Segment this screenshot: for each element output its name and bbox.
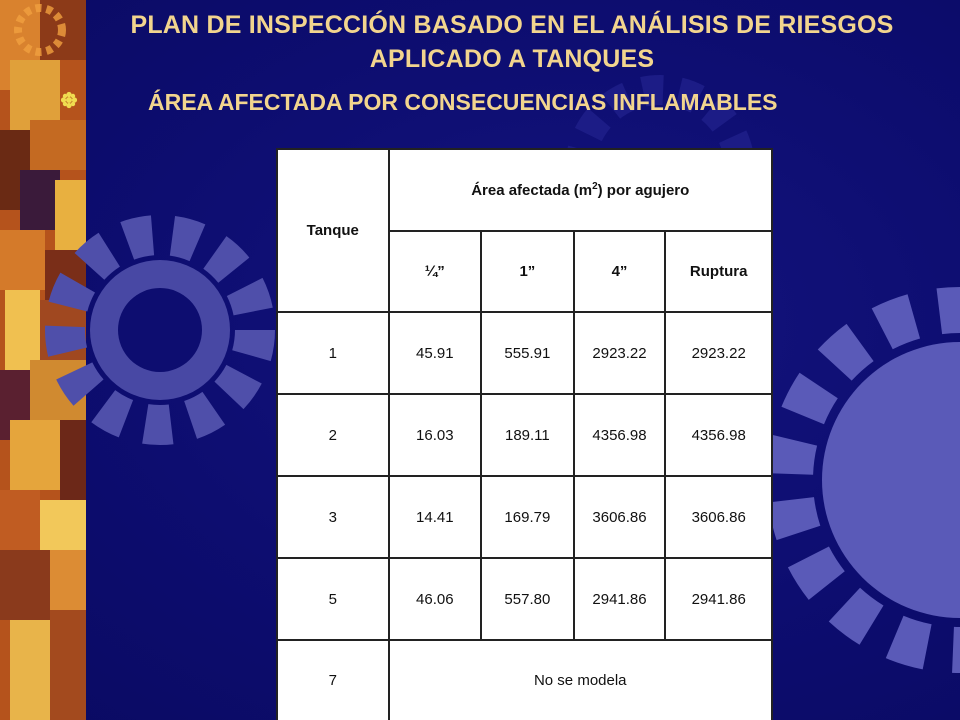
header-col-ruptura: Ruptura xyxy=(665,231,772,312)
table-row xyxy=(277,312,772,394)
header-col-4in: 4” xyxy=(574,231,666,312)
cell-value: 2923.22 xyxy=(665,312,772,394)
cell-value: 3606.86 xyxy=(665,476,772,558)
header-col-quarter: ¼” xyxy=(389,231,482,312)
header-area-prefix: Área afectada (m xyxy=(471,182,593,199)
cell-value: 45.91 xyxy=(389,312,482,394)
header-area xyxy=(389,149,772,231)
cell-value: 2941.86 xyxy=(665,558,772,640)
affected-area-table xyxy=(276,148,773,720)
gear-decoration-right xyxy=(770,260,960,700)
header-area-sup: 2 xyxy=(592,181,598,192)
cell-value: 189.11 xyxy=(481,394,574,476)
table-row xyxy=(277,394,772,476)
cell-value: 4356.98 xyxy=(574,394,666,476)
cell-value: 2941.86 xyxy=(574,558,666,640)
header-area-suffix: ) por agujero xyxy=(597,182,690,199)
slide-subtitle: ÁREA AFECTADA POR CONSECUENCIAS INFLAMABLES xyxy=(148,89,778,115)
flower-bullet-icon xyxy=(60,91,78,109)
cell-value: 16.03 xyxy=(389,394,482,476)
cell-value: 2923.22 xyxy=(574,312,666,394)
cell-value: 46.06 xyxy=(389,558,482,640)
slide-title: PLAN DE INSPECCIÓN BASADO EN EL ANÁLISIS DE RIESGOS APLICADO A TANQUES xyxy=(130,11,894,73)
cell-value: 555.91 xyxy=(481,312,574,394)
cell-value: 557.80 xyxy=(481,558,574,640)
cell-value: 169.79 xyxy=(481,476,574,558)
gear-decoration-left xyxy=(40,180,280,480)
cell-tanque: 2 xyxy=(277,394,389,476)
table-row xyxy=(277,476,772,558)
cell-tanque: 1 xyxy=(277,312,389,394)
cell-value: 3606.86 xyxy=(574,476,666,558)
cell-tanque: 5 xyxy=(277,558,389,640)
table-row xyxy=(277,558,772,640)
subtitle-row xyxy=(60,88,920,118)
table-header-row xyxy=(277,149,772,231)
header-tanque: Tanque xyxy=(277,149,389,312)
header-col-1in: 1” xyxy=(481,231,574,312)
cell-note: No se modela xyxy=(389,640,772,720)
cell-value: 4356.98 xyxy=(665,394,772,476)
table-row xyxy=(277,640,772,720)
cell-tanque: 7 xyxy=(277,640,389,720)
cell-tanque: 3 xyxy=(277,476,389,558)
cell-value: 14.41 xyxy=(389,476,482,558)
